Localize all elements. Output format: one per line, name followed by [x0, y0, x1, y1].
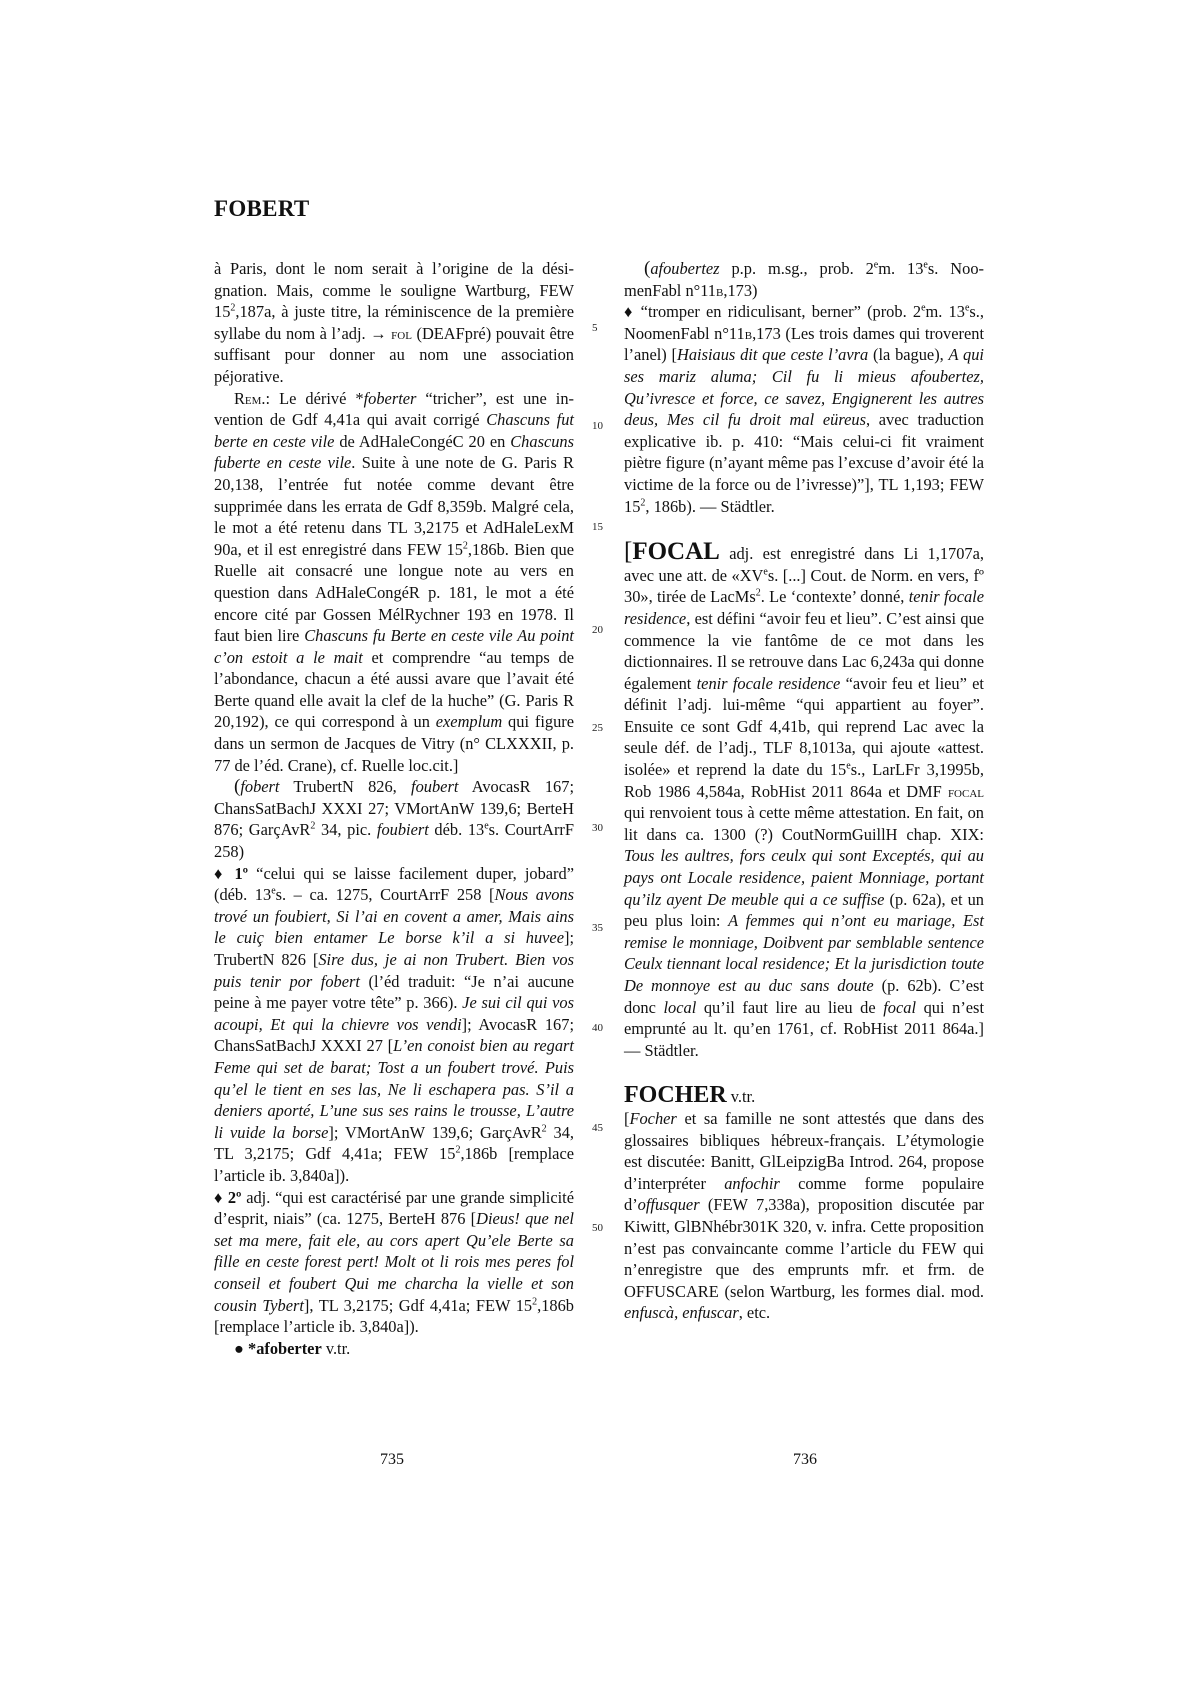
page-number-right: 736: [793, 1451, 817, 1468]
line-number: 40: [592, 1022, 603, 1034]
paragraph-sense-2: ♦ 2º adj. “qui est caractérisé par une grande simplicité d’esprit, niais” (ca. 1275, BerteH 876 [Dieus! que nel set ma mere, fait ele, au cors apert Qu’ele Berte sa fille en ceste forest pert! Molt ot li rois mes peres fol conseil et foubert Qui me charcha la vielle et son cousin Tybert], TL 3,2175; Gdf 4,41a; FEW $15^2,186b$ [remplace l’article ib. 3,840a]).: [214, 1187, 574, 1337]
line-number: 5: [592, 322, 598, 334]
paragraph-sense-1: ♦ 1º “celui qui se laisse facilement duper, jobard” (déb. 13es. – ca. 1275, CourtArrF 258 [Nous avons trové un foubiert, Si l’ai en covent a amer, Mais ains le cuiç bien entamer Le borse k’il a si huvee]; TrubertN 826 [Sire dus, je ai non Trubert. Bien vos puis tenir por fobert (l’éd traduit: “Je n’ai aucune peine à me payer votre tête” p. 366). Je sui cil qui vos acoupi, Et qui la chievre vos vendi]; AvocasR 167; ChansSatBachJ XXXI 27 [L’en conoist bien au regart Feme qui set de barat; Tost a un foubert trové. Puis qu’el le tient en ses las, Ne li eschapera pas. S’il a deniers aporté, L’une sus ses rains le trousse, L’autre li vuide la borse]; VMortAnW 139,6; GarçAvR$^2$ 34, TL 3,2175; Gdf 4,41a; FEW $15^2,186b$ [remplace l’article ib. 3,840a]).: [214, 863, 574, 1185]
paragraph-etymology-end: à Paris, dont le nom serait à l’origine de la désignation. Mais, comme le souligne Wartburg, FEW $15^2,187a$, à juste titre, la réminiscence de la première syllabe du nom à l’adj. → fol (DEAFpré) pouvait être suffisant pour donner au nom une association péjorative.: [214, 259, 575, 386]
line-number: 45: [592, 1122, 603, 1134]
line-number: 25: [592, 722, 603, 734]
entry-focher-head: FOCHER v.tr.: [624, 1082, 756, 1109]
paragraph-afoberter-forms: (afoubertez p.p. m.sg., prob. 2em. 13es. NoomenFabl n°11b,173): [624, 258, 984, 300]
running-head: FOBERT: [214, 196, 310, 221]
right-column: [624, 258, 984, 1324]
entry-focher-remark: [Focher et sa famille ne sont attestés que dans des glossaires bibliques hébreux-français. L’étymologie est discutée: Banitt, GlLeipzigBa Introd. 264, propose d’interpréter anfochir comme forme populaire d’offusquer (FEW 7,338a), proposition discutée par Kiwitt, GlBNhébr301K 320, v. infra. Cette proposition n’est pas convaincante comme l’article du FEW qui n’enregistre que des emprunts mfr. et frm. de OFFUSCARE (selon Wartburg, les formes dial. mod. enfuscà, enfuscar, etc.: [624, 1108, 984, 1323]
line-number: 50: [592, 1222, 603, 1234]
line-number: 35: [592, 922, 603, 934]
paragraph-remark: Rem.: Le dérivé *foberter “tricher”, est une invention de Gdf 4,41a qui avait corrigé Chascuns fut berte en ceste vile de AdHaleCongéC 20 en Chascuns fuberte en ceste vile. Suite à une note de G. Paris R 20,138, l’entrée fut notée comme devant être supprimée dans les errata de Gdf 8,359b. Malgré cela, le mot a été retenu dans TL 3,2175 et AdHaleLexM 90a, et il est enregistré dans FEW $15^2,186b$. Bien que Ruelle ait consacré une longue note au vers en question dans AdHaleCongéR p. 181, le mot a été encore cité par Gossen MélRychner 193 en 1978. Il faut bien lire Chascuns fu Berte en ceste vile Au point c’on estoit a le mait et comprendre “au temps de l’abondance, chacun a été aussi avare que l’avait été Berte quand elle avait la clef de la huche” (G. Paris R 20,192), ce qui correspond à un exemplum qui figure dans un sermon de Jacques de Vitry (n° CLXXXII, p. 77 de l’éd. Crane), cf. Ruelle loc.cit.]: [214, 388, 574, 775]
entry-focal: [FOCAL adj. est enregistré dans Li 1,1707a, avec une att. de «XVes. [...] Cout. de Norm. en vers, fº 30», tirée de LacMs$^2$. Le ‘contexte’ donné, tenir focale residence, est défini “avoir feu et lieu”. C’est ainsi que commence la vie fantôme de ce mot dans les dictionnaires. Il se retrouve dans Lac 6,243a qui donne également tenir focale residence “avoir feu et lieu” et définit l’adj. lui-même “qui appartient au foyer”. Ensuite ce sont Gdf 4,41b, qui reprend Lac avec la seule déf. de l’adj., TLF 8,1013a, qui ajoute «attest. isolée» et reprend la date du 15es., LarLFr 3,1995b, Rob 1986 4,584a, RobHist 2011 864a et DMF focal qui renvoient tous à cette même attestation. En fait, on lit dans ca. 1300 (?) CoutNormGuillH chap. XIX: Tous les aultres, fors ceulx qui sont Exceptés, qui au pays ont Locale residence, paient Monniage, portant qu’ilz ayent De meuble qui a ce suffise (p. 62a), et un peu plus loin: A femmes qui n’ont eu mariage, Est remise le monniage, Doibvent par semblable sentence Ceulx tiennant local residence; Et la jurisdiction toute De monnoye est au duc sans doute (p. 62b). C’est donc local qu’il faut lire au lieu de focal qui n’est emprunté au lt. qu’en 1761, cf. RobHist 2011 864a.] — Städtler.: [624, 538, 985, 1060]
paragraph-afoberter-sense: ♦ “tromper en ridiculisant, berner” (prob. 2em. 13es., NoomenFabl n°11b,173 (Les trois dames qui troverent l’anel) [Haisiaus dit que ceste l’avra (la bague), A qui ses mariz aluma; Cil fu li mieus afoubertez, Qu’ivresce et force, ce savez, Engignerent les autres deus, Mes cil fu droit mal eüreus, avec traduction explicative ib. p. 410: “Mais celui-ci fit vraiment piètre figure (n’ayant même pas l’excuse d’avoir été la victime de la force ou de l’ivresse)”], TL 1,193; FEW $15^2$, 186b). — Städtler.: [624, 302, 985, 516]
paragraph-forms: (fobert TrubertN 826, foubert AvocasR 167; ChansSatBachJ XXXI 27; VMortAnW 139,6; BerteH 876; GarçAvR$^2$ 34, pic. foubiert déb. 13es. CourtArrF 258): [214, 776, 574, 862]
line-number: 30: [592, 822, 603, 834]
line-number: 15: [592, 521, 603, 533]
page-number-left: 735: [380, 1451, 404, 1468]
paragraph-derivative: ● *afoberter v.tr.: [234, 1338, 351, 1358]
left-column: [214, 258, 574, 1359]
line-number: 20: [592, 624, 603, 636]
line-number: 10: [592, 420, 603, 432]
